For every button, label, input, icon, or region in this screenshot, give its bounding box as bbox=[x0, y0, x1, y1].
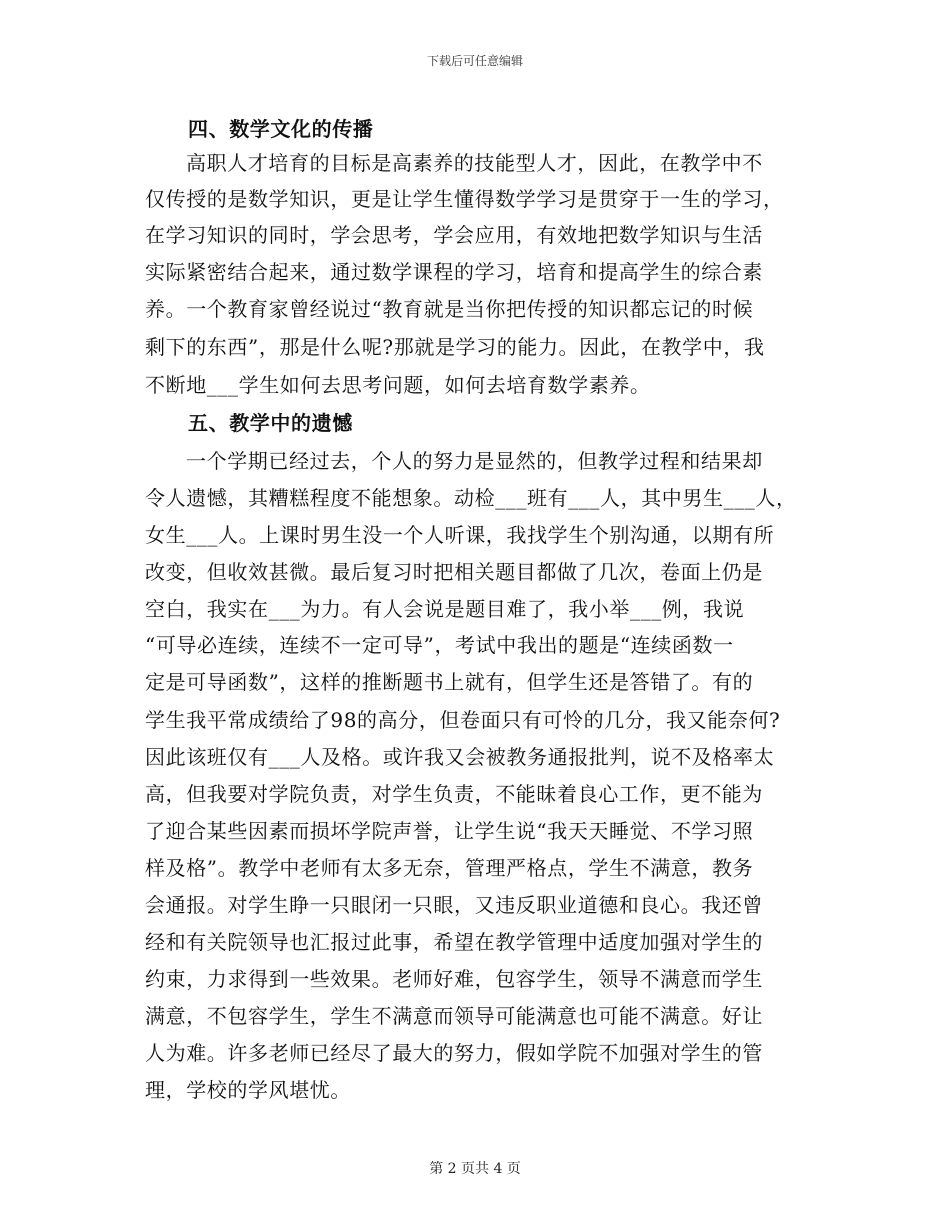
paragraph-line: 定是可导函数”，这样的推断题书上就有，但学生还是答错了。有的 bbox=[145, 670, 754, 694]
paragraph-line: 学生我平常成绩给了98的高分，但卷面只有可怜的几分，我又能奈何? bbox=[145, 708, 781, 732]
paragraph-line: 约束，力求得到一些效果。老师好难，包容学生，领导不满意而学生 bbox=[145, 967, 763, 991]
paragraph-line: 令人遗憾，其糟糕程度不能想象。动检___班有___人，其中男生___人， bbox=[145, 486, 797, 510]
paragraph-line: 经和有关院领导也汇报过此事，希望在教学管理中适度加强对学生的 bbox=[145, 930, 763, 954]
paragraph-line: 了迎合某些因素而损坏学院声誉，让学生说“我天天睡觉、不学习照 bbox=[145, 819, 754, 843]
paragraph-line: 因此该班仅有___人及格。或许我又会被教务通报批判，说不及格率太 bbox=[145, 745, 775, 769]
paragraph-line: 样及格”。教学中老师有太多无奈，管理严格点，学生不满意，教务 bbox=[145, 856, 754, 880]
page-footer: 第 2 页共 4 页 bbox=[429, 1161, 521, 1177]
paragraph-line: 改变，但收效甚微。最后复习时把相关题目都做了几次，卷面上仍是 bbox=[145, 560, 763, 584]
paragraph-line: 实际紧密结合起来，通过数学课程的学习，培育和提高学生的综合素 bbox=[145, 260, 763, 284]
paragraph-line: 高职人才培育的目标是高素养的技能型人才，因此，在教学中不 bbox=[186, 151, 763, 175]
section-heading-5: 五、教学中的遗憾 bbox=[188, 411, 353, 435]
paragraph-line: 会通报。对学生睁一只眼闭一只眼，又违反职业道德和良心。我还曾 bbox=[145, 893, 763, 917]
paragraph-line: 养。一个教育家曾经说过“教育就是当你把传授的知识都忘记的时候 bbox=[145, 297, 754, 321]
paragraph-line: 空白，我实在___为力。有人会说是题目难了，我小举___例，我说 bbox=[145, 597, 745, 621]
paragraph-line: 一个学期已经过去，个人的努力是显然的，但教学过程和结果却 bbox=[186, 449, 763, 473]
paragraph-line: 满意，不包容学生，学生不满意而领导可能满意也可能不满意。好让 bbox=[145, 1004, 763, 1028]
paragraph-line: 仅传授的是数学知识，更是让学生懂得数学学习是贯穿于一生的学习， bbox=[145, 187, 784, 211]
paragraph-line: 人为难。许多老师已经尽了最大的努力，假如学院不加强对学生的管 bbox=[145, 1041, 763, 1065]
paragraph-line: 高，但我要对学院负责，对学生负责，不能昧着良心工作，更不能为 bbox=[145, 782, 763, 806]
section-heading-4: 四、数学文化的传播 bbox=[188, 117, 374, 141]
paragraph-line: 不断地___学生如何去思考问题，如何去培育数学素养。 bbox=[145, 373, 651, 397]
paragraph-line: 理，学校的学风堪忧。 bbox=[145, 1078, 351, 1102]
page-header: 下载后可任意编辑 bbox=[426, 54, 523, 68]
paragraph-line: 剩下的东西”，那是什么呢?那就是学习的能力。因此，在教学中，我 bbox=[145, 335, 765, 359]
paragraph-line: 在学习知识的同时，学会思考，学会应用，有效地把数学知识与生活 bbox=[145, 223, 763, 247]
paragraph-line: “可导必连续，连续不一定可导”，考试中我出的题是“连续函数一 bbox=[145, 633, 734, 657]
paragraph-line: 女生___人。上课时男生没一个人听课，我找学生个别沟通，以期有所 bbox=[145, 523, 775, 547]
